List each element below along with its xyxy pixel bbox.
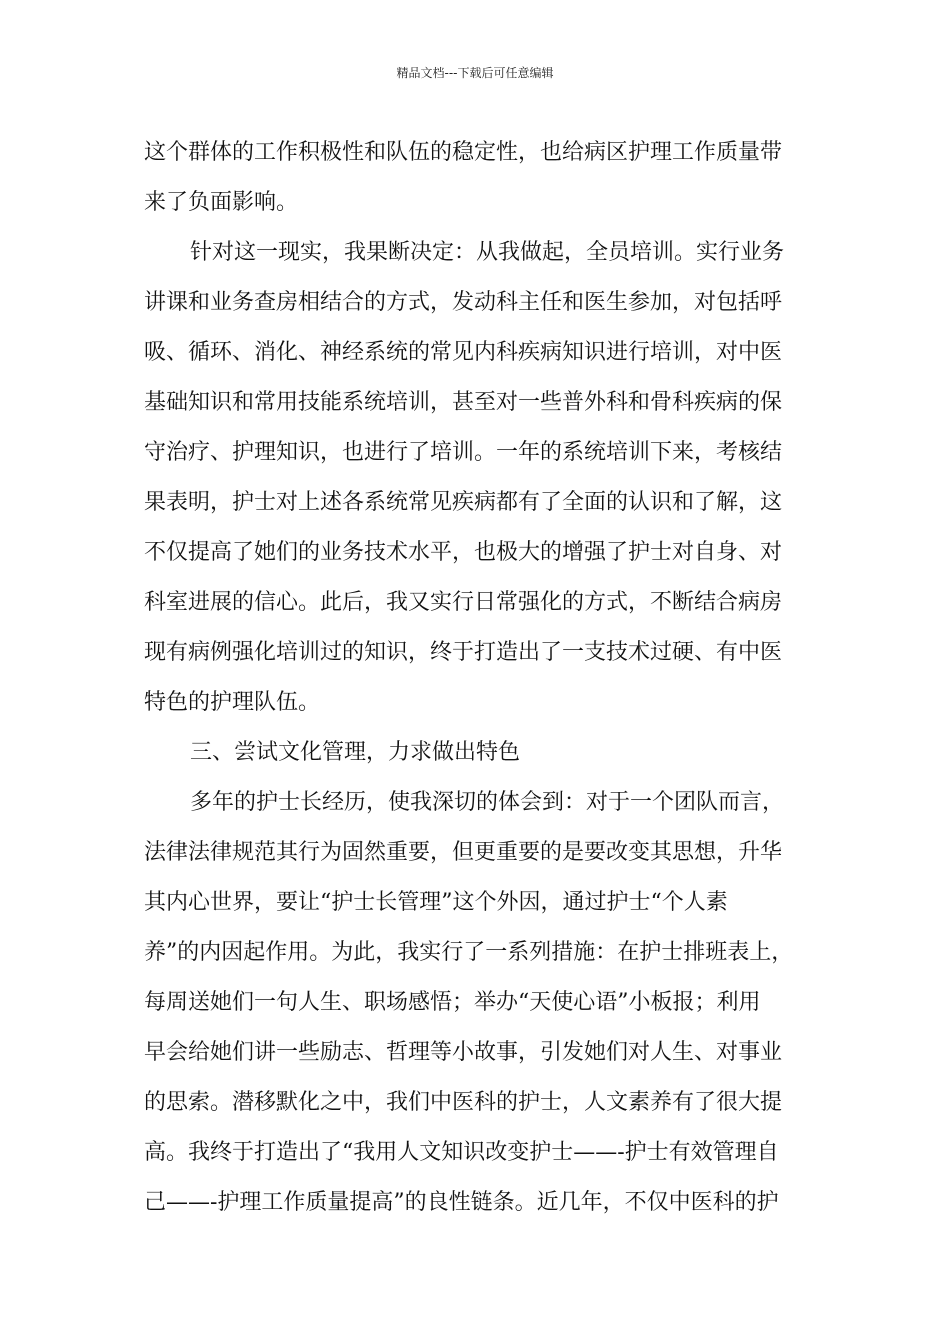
- page-header: 精品文档---下载后可任意编辑: [396, 66, 554, 80]
- text-line: 针对这一现实，我果断决定：从我做起，全员培训。实行业务: [190, 240, 785, 265]
- text-line: 早会给她们讲一些励志、哲理等小故事，引发她们对人生、对事业: [144, 1040, 783, 1065]
- text-line: 吸、循环、消化、神经系统的常见内科疾病知识进行培训，对中医: [144, 340, 783, 365]
- section-heading: 三、尝试文化管理，力求做出特色: [190, 740, 521, 765]
- text-line: 不仅提高了她们的业务技术水平，也极大的增强了护士对自身、对: [144, 540, 783, 565]
- text-line: 这个群体的工作积极性和队伍的稳定性，也给病区护理工作质量带: [144, 140, 783, 165]
- text-line: 其内心世界，要让“护士长管理”这个外因，通过护士“个人素: [144, 890, 728, 915]
- text-line: 讲课和业务查房相结合的方式，发动科主任和医生参加，对包括呼: [144, 290, 783, 315]
- text-line: 来了负面影响。: [144, 190, 299, 215]
- text-line: 多年的护士长经历，使我深切的体会到：对于一个团队而言，: [190, 790, 785, 815]
- text-line: 特色的护理队伍。: [144, 690, 321, 715]
- text-line: 科室进展的信心。此后，我又实行日常强化的方式，不断结合病房: [144, 590, 783, 615]
- body-text: [144, 128, 814, 1228]
- text-line: 每周送她们一句人生、职场感悟；举办“天使心语”小板报；利用: [144, 990, 761, 1015]
- text-line: 己——-护理工作质量提高”的良性链条。近几年，不仅中医科的护: [144, 1190, 779, 1215]
- text-line: 养”的内因起作用。为此，我实行了一系列措施：在护士排班表上，: [144, 940, 794, 965]
- text-line: 基础知识和常用技能系统培训，甚至对一些普外科和骨科疾病的保: [144, 390, 783, 415]
- text-line: 果表明，护士对上述各系统常见疾病都有了全面的认识和了解，这: [144, 490, 783, 515]
- text-line: 的思索。潜移默化之中，我们中医科的护士，人文素养有了很大提: [144, 1090, 783, 1115]
- text-line: 现有病例强化培训过的知识，终于打造出了一支技术过硬、有中医: [144, 640, 783, 665]
- text-line: 高。我终于打造出了“我用人文知识改变护士——-护士有效管理自: [144, 1140, 779, 1165]
- text-line: 法律法律规范其行为固然重要，但更重要的是要改变其思想，升华: [144, 840, 783, 865]
- text-line: 守治疗、护理知识，也进行了培训。一年的系统培训下来，考核结: [144, 440, 783, 465]
